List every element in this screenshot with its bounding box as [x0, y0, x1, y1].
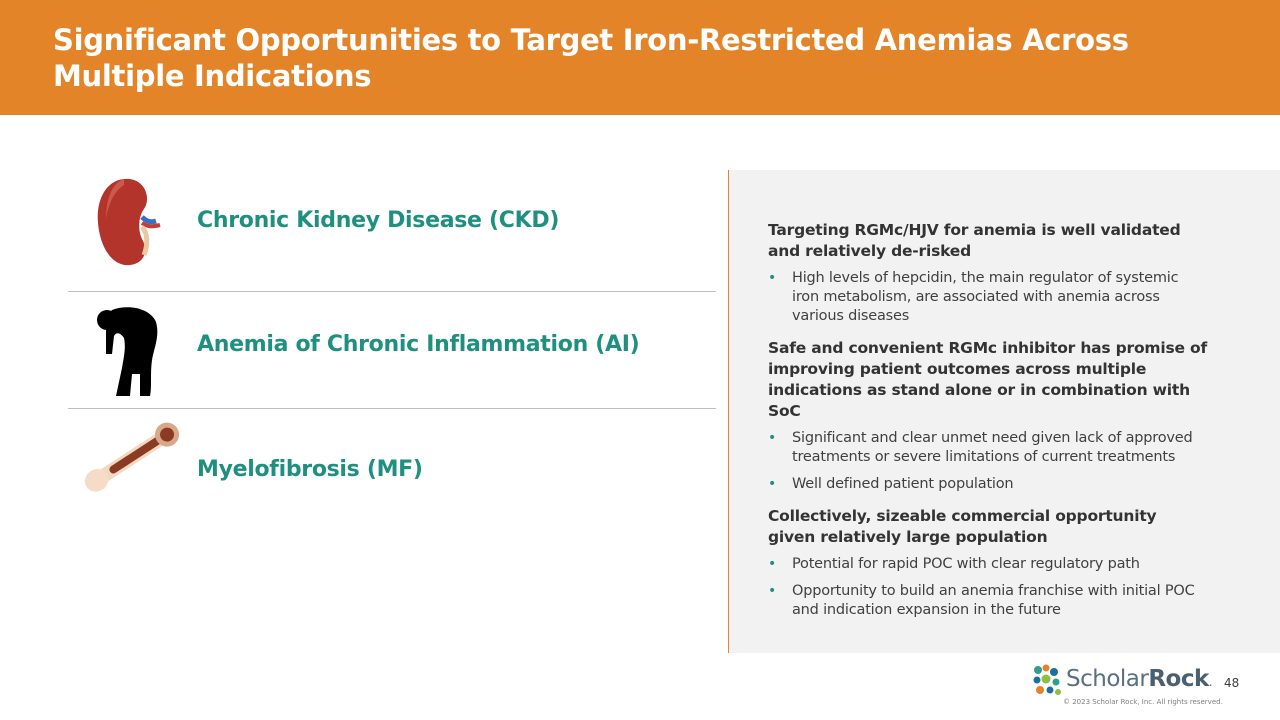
bullet-icon: •	[768, 270, 777, 286]
bullet-icon: •	[768, 476, 777, 492]
indication-row-ckd	[68, 170, 716, 290]
scholar-rock-logo-icon	[1032, 664, 1062, 696]
page-number: 48	[1224, 676, 1240, 690]
bullet-text: High levels of hepcidin, the main regulator of systemic iron metabolism, are associated with anemia across various diseases	[792, 270, 1179, 324]
copyright-notice: © 2023 Scholar Rock, Inc. All rights reserved.	[1063, 698, 1223, 706]
indication-label-ckd: Chronic Kidney Disease (CKD)	[197, 208, 560, 233]
bullet-text: Opportunity to build an anemia franchise with initial POC and indication expansion in the future	[792, 583, 1195, 618]
bullet-list	[768, 555, 1208, 620]
bullet-list	[768, 269, 1208, 326]
bullet-text: Well defined patient population	[792, 476, 1014, 492]
logo-text-bold: Rock	[1148, 666, 1209, 692]
bullet-text: Significant and clear unmet need given lack of approved treatments or severe limitations of current treatments	[792, 430, 1193, 465]
info-panel-content	[768, 220, 1208, 632]
bullet-icon: •	[768, 556, 777, 572]
bullet-list	[768, 429, 1208, 494]
scholar-rock-logo-text	[1066, 666, 1212, 692]
bullet-item	[768, 475, 1208, 494]
indication-row-ai	[68, 292, 716, 408]
bullet-text: Potential for rapid POC with clear regulatory path	[792, 556, 1140, 572]
section-heading: Safe and convenient RGMc inhibitor has promise of improving patient outcomes across multiple indications as stand alone or in combination with SoC	[768, 339, 1208, 420]
logo-text-mark: .	[1208, 675, 1213, 689]
section-heading: Collectively, sizeable commercial opportunity given relatively large population	[768, 507, 1157, 546]
kidney-icon	[94, 175, 164, 270]
bullet-item	[768, 429, 1208, 467]
bullet-item	[768, 555, 1208, 574]
slide-title: Significant Opportunities to Target Iron-Restricted Anemias Across Multiple Indications	[53, 23, 1129, 93]
bullet-icon: •	[768, 430, 777, 446]
indication-label-mf: Myelofibrosis (MF)	[197, 457, 423, 482]
logo-text-light: Scholar	[1066, 666, 1149, 692]
info-panel	[728, 170, 1280, 653]
bone-icon	[76, 421, 186, 495]
indication-row-mf	[68, 409, 716, 519]
bent-person-icon	[94, 302, 164, 398]
bullet-item	[768, 269, 1208, 326]
indication-label-ai: Anemia of Chronic Inflammation (AI)	[197, 332, 640, 357]
title-bar	[0, 0, 1280, 115]
section-heading: Targeting RGMc/HJV for anemia is well validated and relatively de-risked	[768, 221, 1181, 260]
bullet-item	[768, 582, 1208, 620]
bullet-icon: •	[768, 583, 777, 599]
